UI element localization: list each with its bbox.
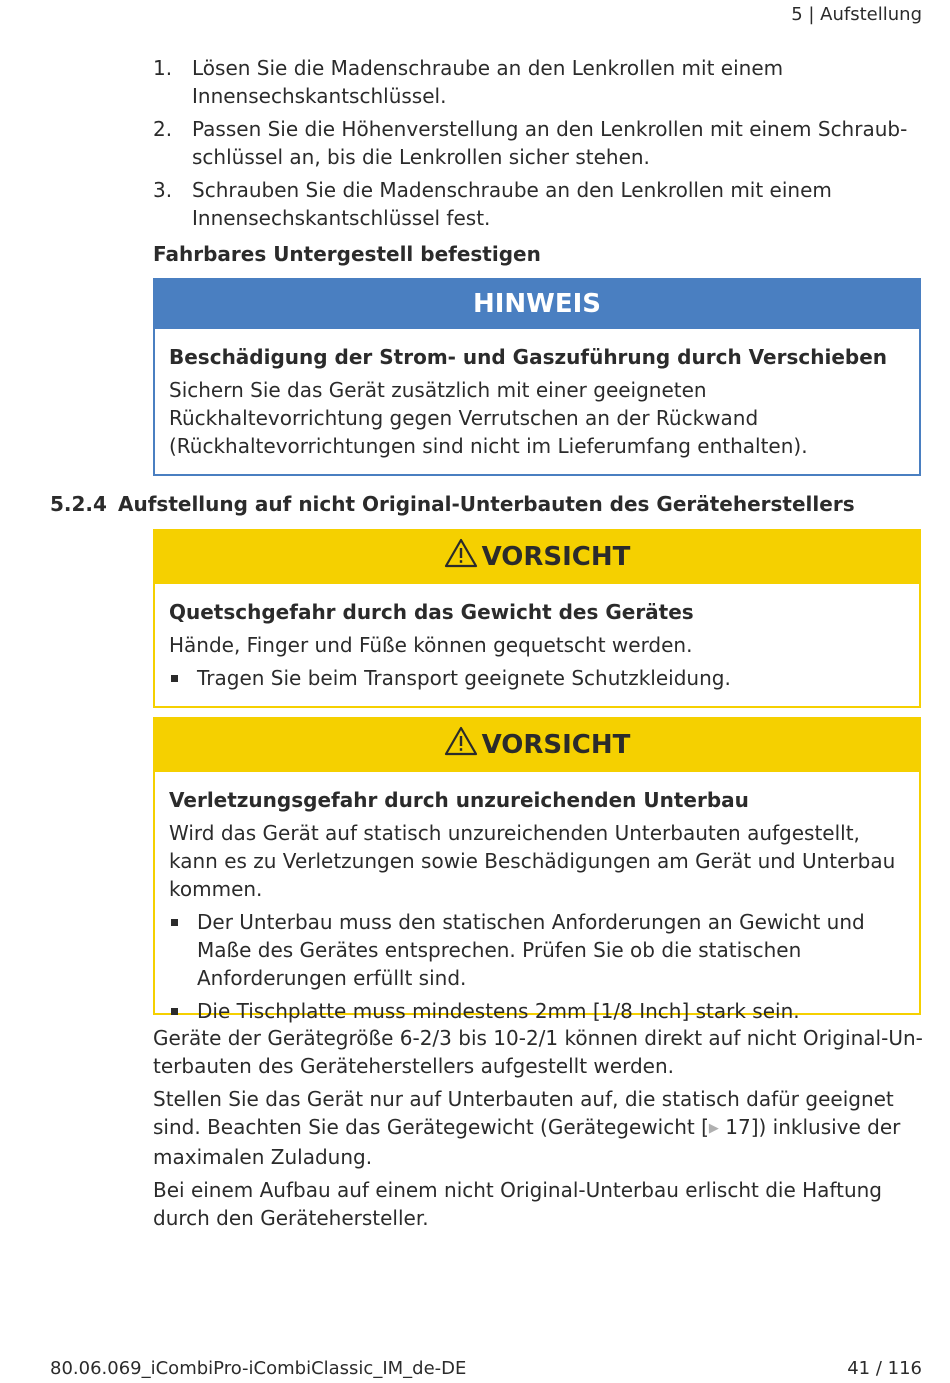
notice-text: Sichern Sie das Gerät zusätzlich mit einer geeigneten Rückhaltevorrichtung gegen Verrutschen an der Rückwand (Rückhaltevorrichtungen sind nicht im Lieferumfang enthalten). — [169, 378, 808, 458]
step-number: 1. — [153, 56, 173, 80]
step-text: Passen Sie die Höhenverstellung an den Lenkrollen mit einem Schraubschlüssel an, bis die Lenkrollen sicher stehen. — [192, 117, 908, 169]
subheading: Fahrbares Untergestell befestigen — [153, 242, 541, 266]
caution-text: Hände, Finger und Füße können gequetscht werden. — [169, 633, 693, 657]
caution-title: Verletzungsgefahr durch unzureichenden Unterbau — [169, 788, 749, 812]
caution-title: Quetschgefahr durch das Gewicht des Gerätes — [169, 600, 694, 624]
body-paragraphs — [153, 1024, 925, 1237]
step-number: 3. — [153, 178, 173, 202]
bullet-text: Tragen Sie beim Transport geeignete Schutzkleidung. — [197, 666, 731, 690]
document-id: 80.06.069_iCombiPro-iCombiClassic_IM_de-DE — [50, 1358, 467, 1379]
reference-arrow-icon: ▶ — [708, 1121, 719, 1136]
paragraph — [153, 1085, 925, 1171]
paragraph: Geräte der Gerätegröße 6-2/3 bis 10-2/1 können direkt auf nicht Original-Unterbauten des Geräteherstellers aufgestellt werden. — [153, 1026, 923, 1078]
caution-label: VORSICHT — [481, 730, 631, 760]
bullet-item — [169, 664, 905, 692]
caution-bullets — [169, 908, 905, 1025]
step-item — [153, 54, 923, 110]
caution-header — [155, 531, 919, 584]
bullet-text: Der Unterbau muss den statischen Anforderungen an Gewicht und Maße des Gerätes entsprechen. Prüfen Sie ob die statischen Anforderungen erfüllt sind. — [197, 910, 865, 990]
warning-triangle-icon — [444, 726, 478, 756]
caution-header — [155, 719, 919, 772]
bullet-marker — [171, 1008, 178, 1015]
step-text: Schrauben Sie die Madenschraube an den Lenkrollen mit einem Innensechskantschlüssel fest. — [192, 178, 832, 230]
notice-label: HINWEIS — [155, 280, 919, 329]
bullet-marker — [171, 675, 178, 682]
bullet-item — [169, 908, 905, 992]
step-item — [153, 115, 923, 171]
chapter-header: 5 | Aufstellung — [791, 4, 922, 25]
section-heading — [50, 490, 855, 518]
caution-box — [153, 717, 921, 1023]
caution-label: VORSICHT — [481, 542, 631, 572]
caution-box — [153, 529, 921, 708]
page-reference-link[interactable]: 17 — [725, 1115, 751, 1139]
section-title: Aufstellung auf nicht Original-Unterbauten des Geräteherstellers — [118, 492, 855, 516]
warning-triangle-icon — [444, 538, 478, 568]
bullet-marker — [171, 919, 178, 926]
paragraph: Bei einem Aufbau auf einem nicht Original-Unterbau erlischt die Haftung durch den Gerätehersteller. — [153, 1178, 882, 1230]
bullet-item — [169, 997, 905, 1025]
caution-text: Wird das Gerät auf statisch unzureichenden Unterbauten aufgestellt, kann es zu Verletzungen sowie Beschädigungen am Gerät und Unterbau kommen. — [169, 821, 896, 901]
paragraph-text: Stellen Sie das Gerät nur auf Unterbauten auf, die statisch dafür geeignet sind. Beachten Sie das Gerätegewicht (Gerätegewicht [ — [153, 1087, 894, 1139]
notice-box — [153, 278, 921, 476]
steps-list — [153, 54, 923, 237]
caution-bullets — [169, 664, 905, 692]
notice-title: Beschädigung der Strom- und Gaszuführung durch Verschieben — [169, 345, 887, 369]
page-number: 41 / 116 — [847, 1358, 922, 1379]
step-item — [153, 176, 923, 232]
bullet-text: Die Tischplatte muss mindestens 2mm [1/8 Inch] stark sein. — [197, 999, 800, 1023]
paragraph-text: ]) inklusive der maximalen Zuladung. — [153, 1115, 901, 1169]
step-text: Lösen Sie die Madenschraube an den Lenkrollen mit einem Innensechskantschlüssel. — [192, 56, 784, 108]
step-number: 2. — [153, 117, 173, 141]
section-number: 5.2.4 — [50, 492, 107, 516]
